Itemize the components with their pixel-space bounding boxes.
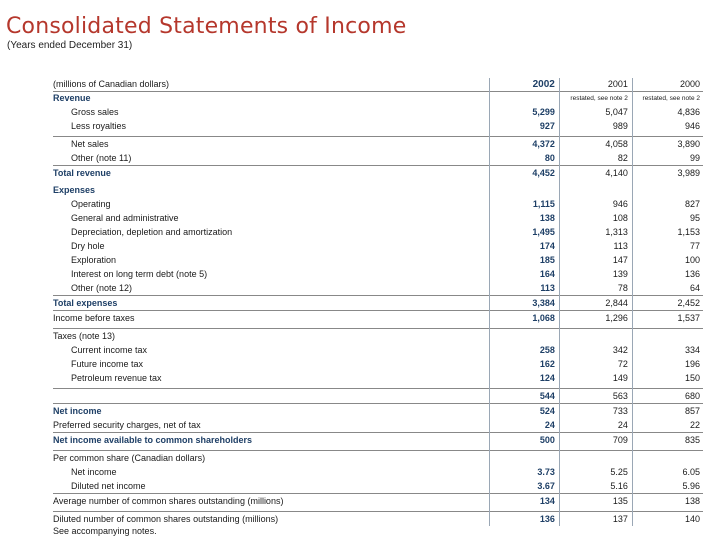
table-row: [53, 119, 703, 133]
page-title: Consolidated Statements of Income: [6, 14, 407, 39]
row-label: Future income tax: [71, 358, 144, 369]
row-label: Exploration: [71, 254, 117, 265]
table-row: [53, 389, 703, 404]
section-heading-taxes: Taxes (note 13): [53, 329, 489, 344]
cell-2001: 147: [559, 253, 632, 267]
cell-2000: 5.96: [632, 479, 703, 494]
cell-2002: 3.73: [489, 465, 559, 479]
row-label: Other (note 11): [71, 152, 132, 163]
cell-2000: 136: [632, 267, 703, 281]
footnote: See accompanying notes.: [53, 526, 157, 536]
table-row: [53, 105, 703, 119]
row-label: Dry hole: [71, 240, 105, 251]
row-label: Operating: [71, 198, 111, 209]
table-row: [53, 404, 703, 419]
table-header-row: [53, 78, 703, 92]
cell-2001: 72: [559, 357, 632, 371]
table-row: [53, 494, 703, 509]
cell-2001: 108: [559, 211, 632, 225]
cell-2001: 5.16: [559, 479, 632, 494]
cell-2001: 709: [559, 433, 632, 448]
cell-2002: 5,299: [489, 105, 559, 119]
cell-2002: 3,384: [489, 296, 559, 311]
cell-2001: 137: [559, 512, 632, 527]
table-row: [53, 479, 703, 494]
cell-2001: 113: [559, 239, 632, 253]
row-label: Total revenue: [53, 166, 489, 181]
cell-2002: 927: [489, 119, 559, 133]
cell-2000: 140: [632, 512, 703, 527]
table-row: [53, 357, 703, 371]
row-label: Interest on long term debt (note 5): [71, 268, 208, 279]
unit-label: (millions of Canadian dollars): [53, 79, 170, 89]
cell-2000: 100: [632, 253, 703, 267]
cell-2001: 733: [559, 404, 632, 419]
row-label: Petroleum revenue tax: [71, 372, 162, 383]
cell-2000: 680: [632, 389, 703, 404]
cell-2001: 4,058: [559, 137, 632, 152]
cell-2000: 3,989: [632, 166, 703, 181]
table-row: [53, 211, 703, 225]
section-heading-per-share: Per common share (Canadian dollars): [53, 451, 489, 466]
cell-2002: 24: [489, 418, 559, 433]
cell-2000: 3,890: [632, 137, 703, 152]
cell-2000: 99: [632, 151, 703, 166]
row-label: Gross sales: [71, 106, 119, 117]
cell-2002: 4,452: [489, 166, 559, 181]
cell-2002: 4,372: [489, 137, 559, 152]
cell-2002: 185: [489, 253, 559, 267]
cell-2002: 258: [489, 343, 559, 357]
table-row: [53, 451, 703, 466]
table-row: [53, 197, 703, 211]
row-label: Net sales: [53, 137, 489, 152]
cell-2000: 1,153: [632, 225, 703, 239]
row-label: Diluted net income: [71, 480, 146, 491]
cell-2002: 113: [489, 281, 559, 296]
table-row: [53, 253, 703, 267]
cell-2002: 134: [489, 494, 559, 509]
cell-2001: 5,047: [559, 105, 632, 119]
section-heading-revenue: Revenue: [53, 92, 489, 106]
cell-2001: 342: [559, 343, 632, 357]
row-label: General and administrative: [71, 212, 179, 223]
restated-note-2000: restated, see note 2: [632, 92, 703, 106]
cell-2000: 95: [632, 211, 703, 225]
cell-2000: 77: [632, 239, 703, 253]
row-label: Current income tax: [71, 344, 148, 355]
cell-2002: 1,495: [489, 225, 559, 239]
cell-2001: 563: [559, 389, 632, 404]
row-label: Diluted number of common shares outstanding (millions): [53, 512, 489, 527]
cell-2002: 164: [489, 267, 559, 281]
cell-2001: 5.25: [559, 465, 632, 479]
cell-2002: 138: [489, 211, 559, 225]
row-label: Net income available to common shareholders: [53, 433, 489, 448]
cell-2001: 78: [559, 281, 632, 296]
table-row: [53, 166, 703, 181]
table-row: [53, 92, 703, 106]
cell-2000: 64: [632, 281, 703, 296]
cell-2002: 544: [489, 389, 559, 404]
row-label: Net income: [71, 466, 117, 477]
cell-2002: 1,068: [489, 311, 559, 326]
row-label: Average number of common shares outstanding (millions): [53, 494, 489, 509]
cell-2002: 524: [489, 404, 559, 419]
table-row: [53, 343, 703, 357]
table-row: [53, 137, 703, 152]
row-label: Preferred security charges, net of tax: [53, 419, 201, 430]
cell-2001: 2,844: [559, 296, 632, 311]
cell-2000: 6.05: [632, 465, 703, 479]
cell-2000: 857: [632, 404, 703, 419]
table-row: [53, 267, 703, 281]
row-label: Income before taxes: [53, 311, 489, 326]
row-label: Other (note 12): [71, 282, 133, 293]
table-row: [53, 225, 703, 239]
cell-2000: 4,836: [632, 105, 703, 119]
row-label: Net income: [53, 404, 489, 419]
restated-note-2001: restated, see note 2: [559, 92, 632, 106]
cell-2000: 1,537: [632, 311, 703, 326]
income-statement-table: [53, 78, 703, 526]
cell-2000: 334: [632, 343, 703, 357]
cell-2000: 827: [632, 197, 703, 211]
cell-2001: 139: [559, 267, 632, 281]
cell-2002: 80: [489, 151, 559, 166]
cell-2002: 124: [489, 371, 559, 385]
cell-2000: 946: [632, 119, 703, 133]
year-2002-header: 2002: [489, 78, 559, 92]
cell-2002: 174: [489, 239, 559, 253]
table-row: [53, 329, 703, 344]
table-row: [53, 281, 703, 296]
table-row: [53, 311, 703, 326]
cell-2000: 150: [632, 371, 703, 385]
section-heading-expenses: Expenses: [53, 184, 96, 195]
table-row: [53, 433, 703, 448]
table-row: [53, 183, 703, 197]
table-row: [53, 512, 703, 527]
cell-2001: 4,140: [559, 166, 632, 181]
cell-2001: 989: [559, 119, 632, 133]
cell-2002: 136: [489, 512, 559, 527]
table-row: [53, 371, 703, 385]
cell-2000: 2,452: [632, 296, 703, 311]
cell-2002: 162: [489, 357, 559, 371]
cell-2002: 3.67: [489, 479, 559, 494]
cell-2001: 82: [559, 151, 632, 166]
cell-2002: 500: [489, 433, 559, 448]
cell-2000: 22: [632, 418, 703, 433]
table-row: [53, 239, 703, 253]
cell-2001: 135: [559, 494, 632, 509]
cell-2001: 1,313: [559, 225, 632, 239]
cell-2001: 24: [559, 418, 632, 433]
year-2000-header: 2000: [632, 78, 703, 92]
cell-2000: 835: [632, 433, 703, 448]
cell-2001: 149: [559, 371, 632, 385]
table-row: [53, 418, 703, 433]
table-row: [53, 151, 703, 166]
page-subtitle: (Years ended December 31): [7, 40, 133, 51]
cell-2001: 946: [559, 197, 632, 211]
table-row: [53, 465, 703, 479]
row-label: Total expenses: [53, 296, 489, 311]
cell-2002: 1,115: [489, 197, 559, 211]
table-row: [53, 296, 703, 311]
cell-2000: 138: [632, 494, 703, 509]
year-2001-header: 2001: [559, 78, 632, 92]
cell-2000: 196: [632, 357, 703, 371]
row-label: Depreciation, depletion and amortization: [71, 226, 233, 237]
cell-2001: 1,296: [559, 311, 632, 326]
row-label: Less royalties: [71, 120, 127, 131]
